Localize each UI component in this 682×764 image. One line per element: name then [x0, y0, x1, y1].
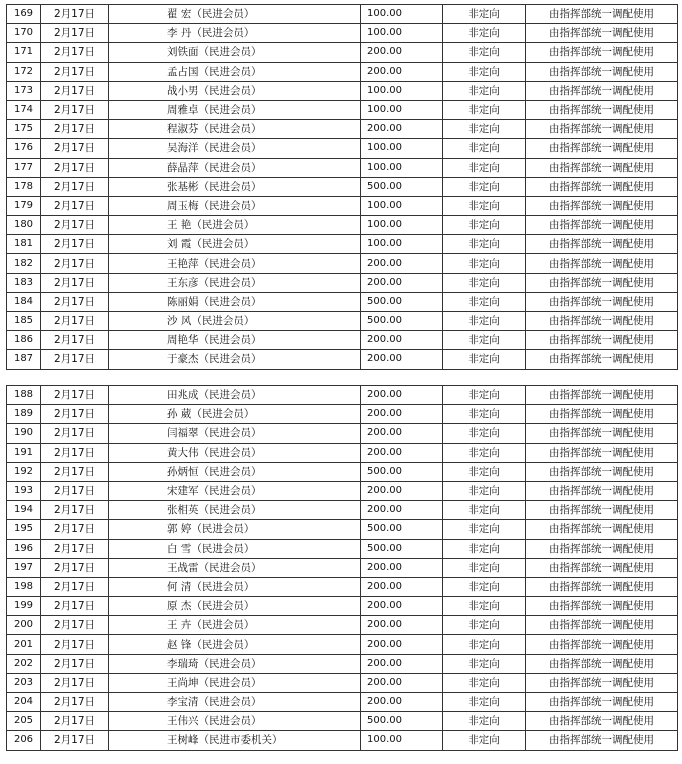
donation-amount: 200.00 [361, 597, 443, 616]
donation-amount: 200.00 [361, 481, 443, 500]
table-row [7, 331, 678, 350]
donation-use: 由指挥部统一调配使用 [526, 43, 678, 62]
donation-amount: 200.00 [361, 558, 443, 577]
donation-use: 由指挥部统一调配使用 [526, 62, 678, 81]
row-number: 174 [7, 100, 41, 119]
donation-date: 2月17日 [41, 635, 109, 654]
donation-type: 非定向 [443, 273, 526, 292]
donation-type: 非定向 [443, 312, 526, 331]
donor-name: 田兆成（民进会员） [109, 386, 361, 405]
donation-type: 非定向 [443, 216, 526, 235]
donation-use: 由指挥部统一调配使用 [526, 501, 678, 520]
donor-name: 周艳华（民进会员） [109, 331, 361, 350]
donation-type: 非定向 [443, 577, 526, 596]
row-number: 188 [7, 386, 41, 405]
row-number: 184 [7, 292, 41, 311]
donation-date: 2月17日 [41, 254, 109, 273]
donation-amount: 500.00 [361, 712, 443, 731]
donation-type: 非定向 [443, 520, 526, 539]
donor-name: 战小男（民进会员） [109, 81, 361, 100]
donation-use: 由指挥部统一调配使用 [526, 693, 678, 712]
donation-type: 非定向 [443, 597, 526, 616]
row-number: 193 [7, 481, 41, 500]
donation-type: 非定向 [443, 292, 526, 311]
table-body [7, 386, 678, 751]
donation-amount: 500.00 [361, 312, 443, 331]
table-row [7, 597, 678, 616]
donor-name: 王伟兴（民进会员） [109, 712, 361, 731]
row-number: 194 [7, 501, 41, 520]
donation-use: 由指挥部统一调配使用 [526, 577, 678, 596]
donor-name: 刘铁面（民进会员） [109, 43, 361, 62]
donation-use: 由指挥部统一调配使用 [526, 177, 678, 196]
donation-type: 非定向 [443, 62, 526, 81]
donation-date: 2月17日 [41, 331, 109, 350]
donation-date: 2月17日 [41, 312, 109, 331]
row-number: 169 [7, 5, 41, 24]
donation-date: 2月17日 [41, 424, 109, 443]
donation-amount: 200.00 [361, 635, 443, 654]
donation-amount: 100.00 [361, 216, 443, 235]
donation-date: 2月17日 [41, 273, 109, 292]
donation-date: 2月17日 [41, 520, 109, 539]
donation-date: 2月17日 [41, 731, 109, 750]
donation-use: 由指挥部统一调配使用 [526, 635, 678, 654]
donation-use: 由指挥部统一调配使用 [526, 424, 678, 443]
donor-name: 何 清（民进会员） [109, 577, 361, 596]
donation-type: 非定向 [443, 81, 526, 100]
donation-use: 由指挥部统一调配使用 [526, 443, 678, 462]
donation-amount: 200.00 [361, 120, 443, 139]
donation-amount: 200.00 [361, 62, 443, 81]
row-number: 195 [7, 520, 41, 539]
donation-amount: 200.00 [361, 405, 443, 424]
donor-name: 于豪杰（民进会员） [109, 350, 361, 369]
donation-date: 2月17日 [41, 673, 109, 692]
donation-amount: 500.00 [361, 520, 443, 539]
donation-amount: 500.00 [361, 177, 443, 196]
donation-use: 由指挥部统一调配使用 [526, 273, 678, 292]
donation-amount: 100.00 [361, 158, 443, 177]
donation-type: 非定向 [443, 405, 526, 424]
row-number: 202 [7, 654, 41, 673]
donor-name: 王 卉（民进会员） [109, 616, 361, 635]
table-row [7, 5, 678, 24]
table-row [7, 100, 678, 119]
row-number: 178 [7, 177, 41, 196]
row-number: 179 [7, 196, 41, 215]
table-row [7, 350, 678, 369]
table-row [7, 81, 678, 100]
donation-use: 由指挥部统一调配使用 [526, 597, 678, 616]
donor-name: 刘 霞（民进会员） [109, 235, 361, 254]
donation-type: 非定向 [443, 481, 526, 500]
donation-date: 2月17日 [41, 462, 109, 481]
table-row [7, 673, 678, 692]
row-number: 199 [7, 597, 41, 616]
donation-amount: 200.00 [361, 693, 443, 712]
donor-name: 张基彬（民进会员） [109, 177, 361, 196]
donation-use: 由指挥部统一调配使用 [526, 312, 678, 331]
donation-use: 由指挥部统一调配使用 [526, 158, 678, 177]
donation-type: 非定向 [443, 731, 526, 750]
table-row [7, 501, 678, 520]
table-row [7, 386, 678, 405]
donation-amount: 200.00 [361, 254, 443, 273]
donation-use: 由指挥部统一调配使用 [526, 235, 678, 254]
table-row [7, 62, 678, 81]
donation-amount: 200.00 [361, 386, 443, 405]
row-number: 187 [7, 350, 41, 369]
row-number: 176 [7, 139, 41, 158]
row-number: 201 [7, 635, 41, 654]
donation-type: 非定向 [443, 673, 526, 692]
donor-name: 王东彦（民进会员） [109, 273, 361, 292]
table-row [7, 635, 678, 654]
donation-type: 非定向 [443, 100, 526, 119]
donation-type: 非定向 [443, 501, 526, 520]
donation-use: 由指挥部统一调配使用 [526, 216, 678, 235]
donation-type: 非定向 [443, 558, 526, 577]
row-number: 200 [7, 616, 41, 635]
donor-name: 闫福翠（民进会员） [109, 424, 361, 443]
donation-amount: 200.00 [361, 273, 443, 292]
donation-amount: 100.00 [361, 5, 443, 24]
donation-date: 2月17日 [41, 616, 109, 635]
row-number: 189 [7, 405, 41, 424]
donor-name: 原 杰（民进会员） [109, 597, 361, 616]
table-row [7, 216, 678, 235]
donation-amount: 100.00 [361, 235, 443, 254]
donation-use: 由指挥部统一调配使用 [526, 654, 678, 673]
donor-name: 王艳萍（民进会员） [109, 254, 361, 273]
donor-name: 沙 风（民进会员） [109, 312, 361, 331]
row-number: 205 [7, 712, 41, 731]
donation-table [6, 4, 678, 370]
donation-type: 非定向 [443, 139, 526, 158]
donation-amount: 500.00 [361, 539, 443, 558]
donation-amount: 100.00 [361, 731, 443, 750]
donation-date: 2月17日 [41, 100, 109, 119]
donation-type: 非定向 [443, 5, 526, 24]
donation-use: 由指挥部统一调配使用 [526, 616, 678, 635]
row-number: 183 [7, 273, 41, 292]
donation-date: 2月17日 [41, 443, 109, 462]
table-body [7, 5, 678, 370]
donor-name: 郭 婷（民进会员） [109, 520, 361, 539]
table-row [7, 577, 678, 596]
donation-type: 非定向 [443, 120, 526, 139]
donation-amount: 200.00 [361, 331, 443, 350]
donation-use: 由指挥部统一调配使用 [526, 481, 678, 500]
table-row [7, 558, 678, 577]
donation-date: 2月17日 [41, 5, 109, 24]
table-row [7, 481, 678, 500]
donation-table-part-1 [6, 4, 677, 370]
donor-name: 孟占国（民进会员） [109, 62, 361, 81]
donor-name: 王 艳（民进会员） [109, 216, 361, 235]
table-row [7, 731, 678, 750]
donor-name: 赵 锋（民进会员） [109, 635, 361, 654]
row-number: 181 [7, 235, 41, 254]
donation-date: 2月17日 [41, 62, 109, 81]
donation-type: 非定向 [443, 443, 526, 462]
donation-date: 2月17日 [41, 597, 109, 616]
donation-date: 2月17日 [41, 577, 109, 596]
donation-date: 2月17日 [41, 539, 109, 558]
donation-use: 由指挥部统一调配使用 [526, 120, 678, 139]
row-number: 192 [7, 462, 41, 481]
donation-amount: 100.00 [361, 81, 443, 100]
donation-amount: 100.00 [361, 196, 443, 215]
table-row [7, 139, 678, 158]
table-row [7, 177, 678, 196]
table-row [7, 235, 678, 254]
donation-amount: 200.00 [361, 43, 443, 62]
donation-amount: 500.00 [361, 462, 443, 481]
donation-type: 非定向 [443, 350, 526, 369]
table-row [7, 405, 678, 424]
donation-type: 非定向 [443, 331, 526, 350]
donor-name: 李 丹（民进会员） [109, 24, 361, 43]
donation-table [6, 385, 678, 751]
table-row [7, 254, 678, 273]
row-number: 186 [7, 331, 41, 350]
donation-use: 由指挥部统一调配使用 [526, 292, 678, 311]
donation-amount: 100.00 [361, 24, 443, 43]
table-row [7, 424, 678, 443]
donation-amount: 500.00 [361, 292, 443, 311]
table-row [7, 43, 678, 62]
donation-date: 2月17日 [41, 292, 109, 311]
donation-type: 非定向 [443, 254, 526, 273]
row-number: 198 [7, 577, 41, 596]
donation-use: 由指挥部统一调配使用 [526, 196, 678, 215]
donor-name: 陈丽娟（民进会员） [109, 292, 361, 311]
donation-amount: 200.00 [361, 616, 443, 635]
table-row [7, 462, 678, 481]
donation-use: 由指挥部统一调配使用 [526, 558, 678, 577]
donation-use: 由指挥部统一调配使用 [526, 712, 678, 731]
donation-date: 2月17日 [41, 139, 109, 158]
donation-amount: 200.00 [361, 443, 443, 462]
donor-name: 周玉梅（民进会员） [109, 196, 361, 215]
row-number: 197 [7, 558, 41, 577]
row-number: 185 [7, 312, 41, 331]
table-row [7, 158, 678, 177]
donation-use: 由指挥部统一调配使用 [526, 673, 678, 692]
donation-use: 由指挥部统一调配使用 [526, 731, 678, 750]
row-number: 190 [7, 424, 41, 443]
donor-name: 翟 宏（民进会员） [109, 5, 361, 24]
donation-use: 由指挥部统一调配使用 [526, 100, 678, 119]
donor-name: 黄大伟（民进会员） [109, 443, 361, 462]
donation-amount: 200.00 [361, 501, 443, 520]
donation-date: 2月17日 [41, 712, 109, 731]
table-row [7, 443, 678, 462]
row-number: 203 [7, 673, 41, 692]
donation-date: 2月17日 [41, 558, 109, 577]
donor-name: 李宝清（民进会员） [109, 693, 361, 712]
table-row [7, 616, 678, 635]
donation-date: 2月17日 [41, 350, 109, 369]
donation-type: 非定向 [443, 43, 526, 62]
row-number: 180 [7, 216, 41, 235]
donation-amount: 200.00 [361, 577, 443, 596]
donation-type: 非定向 [443, 196, 526, 215]
donation-type: 非定向 [443, 654, 526, 673]
donation-type: 非定向 [443, 462, 526, 481]
table-row [7, 273, 678, 292]
donation-date: 2月17日 [41, 405, 109, 424]
donor-name: 白 雪（民进会员） [109, 539, 361, 558]
donation-date: 2月17日 [41, 177, 109, 196]
table-row [7, 654, 678, 673]
donation-date: 2月17日 [41, 43, 109, 62]
donation-use: 由指挥部统一调配使用 [526, 331, 678, 350]
donation-type: 非定向 [443, 386, 526, 405]
donation-type: 非定向 [443, 24, 526, 43]
donation-type: 非定向 [443, 539, 526, 558]
donor-name: 程淑芬（民进会员） [109, 120, 361, 139]
donation-amount: 200.00 [361, 350, 443, 369]
donation-date: 2月17日 [41, 501, 109, 520]
donation-amount: 200.00 [361, 654, 443, 673]
row-number: 182 [7, 254, 41, 273]
row-number: 175 [7, 120, 41, 139]
donation-type: 非定向 [443, 635, 526, 654]
donor-name: 周雅卓（民进会员） [109, 100, 361, 119]
donation-use: 由指挥部统一调配使用 [526, 254, 678, 273]
table-row [7, 120, 678, 139]
donation-use: 由指挥部统一调配使用 [526, 81, 678, 100]
donation-date: 2月17日 [41, 120, 109, 139]
table-row [7, 539, 678, 558]
donation-type: 非定向 [443, 177, 526, 196]
donation-amount: 200.00 [361, 673, 443, 692]
donation-type: 非定向 [443, 235, 526, 254]
donation-amount: 100.00 [361, 139, 443, 158]
table-row [7, 520, 678, 539]
table-row [7, 292, 678, 311]
donation-table-part-2 [6, 385, 677, 751]
donation-date: 2月17日 [41, 235, 109, 254]
donor-name: 王树峰（民进市委机关） [109, 731, 361, 750]
donation-date: 2月17日 [41, 386, 109, 405]
donation-use: 由指挥部统一调配使用 [526, 5, 678, 24]
donor-name: 孙 葳（民进会员） [109, 405, 361, 424]
donor-name: 吴海洋（民进会员） [109, 139, 361, 158]
row-number: 191 [7, 443, 41, 462]
donor-name: 孙炳恒（民进会员） [109, 462, 361, 481]
row-number: 172 [7, 62, 41, 81]
donor-name: 薛晶萍（民进会员） [109, 158, 361, 177]
table-row [7, 24, 678, 43]
donation-date: 2月17日 [41, 481, 109, 500]
donor-name: 王战雷（民进会员） [109, 558, 361, 577]
donation-use: 由指挥部统一调配使用 [526, 386, 678, 405]
row-number: 206 [7, 731, 41, 750]
donation-date: 2月17日 [41, 693, 109, 712]
donation-use: 由指挥部统一调配使用 [526, 139, 678, 158]
donor-name: 李瑞琦（民进会员） [109, 654, 361, 673]
row-number: 170 [7, 24, 41, 43]
donation-date: 2月17日 [41, 216, 109, 235]
donation-type: 非定向 [443, 158, 526, 177]
donation-date: 2月17日 [41, 24, 109, 43]
donation-use: 由指挥部统一调配使用 [526, 539, 678, 558]
donation-type: 非定向 [443, 616, 526, 635]
donation-type: 非定向 [443, 424, 526, 443]
donation-type: 非定向 [443, 712, 526, 731]
table-row [7, 693, 678, 712]
table-row [7, 312, 678, 331]
donation-use: 由指挥部统一调配使用 [526, 350, 678, 369]
row-number: 173 [7, 81, 41, 100]
table-row [7, 712, 678, 731]
donation-date: 2月17日 [41, 158, 109, 177]
table-row [7, 196, 678, 215]
donation-date: 2月17日 [41, 196, 109, 215]
donation-amount: 200.00 [361, 424, 443, 443]
donor-name: 张相英（民进会员） [109, 501, 361, 520]
donation-use: 由指挥部统一调配使用 [526, 520, 678, 539]
row-number: 171 [7, 43, 41, 62]
donation-use: 由指挥部统一调配使用 [526, 24, 678, 43]
donation-use: 由指挥部统一调配使用 [526, 462, 678, 481]
donation-use: 由指挥部统一调配使用 [526, 405, 678, 424]
row-number: 196 [7, 539, 41, 558]
row-number: 177 [7, 158, 41, 177]
row-number: 204 [7, 693, 41, 712]
donor-name: 王尚坤（民进会员） [109, 673, 361, 692]
donation-type: 非定向 [443, 693, 526, 712]
donation-amount: 100.00 [361, 100, 443, 119]
donation-date: 2月17日 [41, 81, 109, 100]
donation-date: 2月17日 [41, 654, 109, 673]
donor-name: 宋建军（民进会员） [109, 481, 361, 500]
